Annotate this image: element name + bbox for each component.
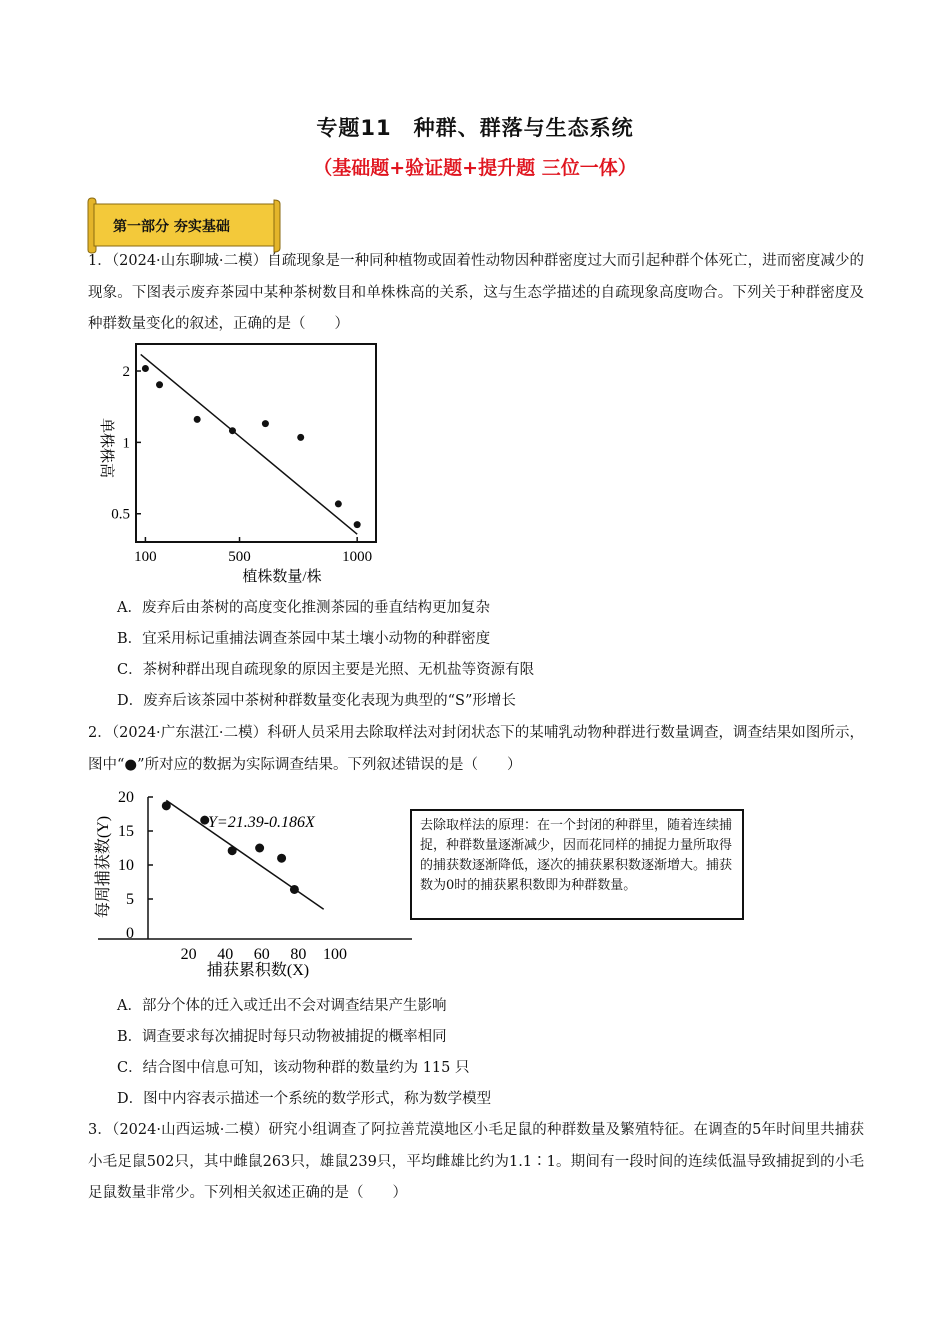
chart1-point-3	[229, 427, 236, 434]
chart2-ytick-label-3: 15	[118, 823, 134, 840]
chart1-point-7	[354, 521, 361, 528]
chart1-ytick-label-0: 2	[122, 364, 130, 381]
chart1-trendline	[141, 354, 357, 534]
q1-option-b[interactable]: B．宜采用标记重捕法调查茶园中某土壤小动物的种群密度	[117, 631, 491, 647]
chart2-point-4	[277, 854, 286, 863]
chart2-xtick-label-3: 80	[290, 946, 307, 963]
chart-removal-sampling	[88, 785, 418, 985]
chart1-point-1	[156, 381, 163, 388]
q2-option-d[interactable]: D．图中内容表示描述一个系统的数学形式，称为数学模型	[117, 1091, 492, 1107]
question-3-text: 3．（2024·山西运城·二模）研究小组调查了阿拉善荒漠地区小毛足鼠的种群数量及繁殖特征。在调查的5年时间里共捕获小毛足鼠502只，其中雌鼠263只，雄鼠239只，平均雌雄比约为1.1∶1。期间有一段时间的连续低温导致捕捉到的小毛足鼠数量非常少。下列相关叙述正确的是（ ）	[88, 1122, 864, 1201]
section-label: 第一部分 夯实基础	[113, 219, 230, 235]
chart2-equation: Y=21.39-0.186X	[208, 814, 315, 831]
chart1-point-4	[262, 420, 269, 427]
page-subtitle: （基础题+验证题+提升题 三位一体）	[313, 157, 637, 179]
chart-tree-height	[88, 338, 388, 588]
chart2-ylabel: 每周捕获数(Y)	[95, 815, 112, 919]
chart2-ytick-label-1: 5	[126, 891, 134, 908]
chart2-point-0	[162, 801, 171, 810]
question-1-text: 1．（2024·山东聊城·二模）自疏现象是一种同种植物或固着性动物因种群密度过大而引起种群个体死亡，进而密度减少的现象。下图表示废弃茶园中某种茶树数目和单株株高的关系，这与生态学描述的自疏现象高度吻合。下列关于种群密度及种群数量变化的叙述，正确的是（ ）	[88, 253, 864, 332]
q2-option-b[interactable]: B．调查要求每次捕捉时每只动物被捕捉的概率相同	[117, 1029, 447, 1045]
chart2-xtick-label-2: 60	[253, 946, 270, 963]
chart1-ylabel: 单株株高	[98, 417, 114, 479]
chart1-xtick-label-0: 100	[134, 549, 157, 565]
q2-option-c[interactable]: C．结合图中信息可知，该动物种群的数量约为 115 只	[117, 1060, 470, 1076]
chart2-ytick-label-0: 0	[126, 925, 134, 942]
q1-option-c[interactable]: C．茶树种群出现自疏现象的原因主要是光照、无机盐等资源有限	[117, 662, 535, 678]
chart1-point-5	[297, 434, 304, 441]
chart2-ytick-label-4: 20	[118, 789, 134, 806]
q1-option-d[interactable]: D．废弃后该茶园中茶树种群数量变化表现为典型的“S”形增长	[117, 693, 516, 709]
chart1-point-2	[194, 416, 201, 423]
question-2-text: 2．（2024·广东湛江·二模）科研人员采用去除取样法对封闭状态下的某哺乳动物种群进行数量调查，调查结果如图所示，图中“●”所对应的数据为实际调查结果。下列叙述错误的是（ ）	[88, 725, 864, 773]
chart1-point-0	[142, 365, 149, 372]
q1-option-a[interactable]: A．废弃后由茶树的高度变化推测茶园的垂直结构更加复杂	[117, 600, 490, 616]
chart1-frame	[136, 344, 376, 542]
chart2-xlabel: 捕获累积数(X)	[206, 962, 310, 979]
chart1-ytick-label-2: 0.5	[111, 506, 130, 523]
chart2-point-5	[290, 885, 299, 894]
chart2-point-2	[228, 846, 237, 855]
chart2-point-3	[255, 844, 264, 853]
chart2-ytick-label-2: 10	[118, 857, 134, 874]
chart2-xtick-label-0: 20	[180, 946, 197, 963]
chart1-xlabel: 植株数量/株	[242, 569, 322, 585]
removal-method-info-box: 去除取样法的原理：在一个封闭的种群里，随着连续捕捉，种群数量逐渐减少，因而花同样的捕捉力量所取得的捕获数逐渐降低，逐次的捕获累积数逐渐增大。捕获数为0时的捕获累积数即为种群数量。	[410, 809, 744, 920]
chart2-xtick-label-1: 40	[217, 946, 234, 963]
chart2-xtick-label-4: 100	[323, 946, 347, 963]
chart1-xtick-label-1: 500	[228, 549, 251, 565]
chart1-ytick-label-1: 1	[122, 435, 130, 452]
chart1-xtick-label-2: 1000	[342, 549, 373, 565]
chart1-point-6	[335, 500, 342, 507]
q2-option-a[interactable]: A．部分个体的迁入或迁出不会对调查结果产生影响	[117, 998, 447, 1014]
page-title: 专题11 种群、群落与生态系统	[316, 116, 634, 140]
